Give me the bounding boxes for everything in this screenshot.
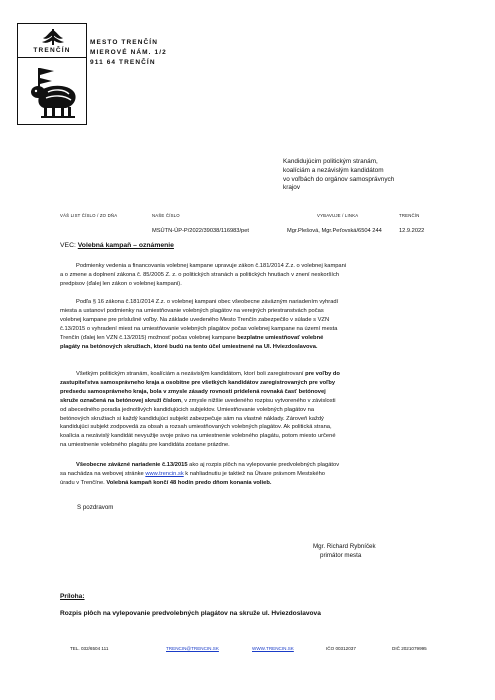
header-place: TRENČÍN: [399, 213, 420, 218]
recipient-line: koalíciám a nezávislým kandidátom: [283, 166, 384, 174]
paragraph-poster-locations: [60, 298, 440, 351]
text-fragment: , v zmysle nižšie uvedeného rozpisu vytvoreného v závislosti: [181, 397, 336, 404]
emphasis-text: Všeobecne záväzné nariadenie č.13/2015: [76, 462, 188, 468]
footer-email-link[interactable]: TRENCIN@TRENCIN.SK: [166, 646, 219, 651]
emphasis-text: bezplatne umiestňovať volebné: [237, 334, 324, 341]
emphasis-line: zastupiteľstva samosprávneho kraja a osobitne pre všetkých kandidátov zaregistrovaných pre voľby: [60, 379, 336, 386]
emphasis-line: predsedu samosprávneho kraja, bola v zmysle zásady rovnosti pridelená rovnaká časť betónovej: [60, 388, 326, 395]
logo-wordmark: TRENČÍN: [33, 47, 71, 54]
footer-dic: DIČ 2021079995: [392, 646, 427, 651]
text-line: predpisov (ďalej len zákon o volebnej kampani).: [60, 280, 182, 287]
city-website-link[interactable]: www.trencin.sk: [145, 470, 184, 477]
paragraph-allocation: [60, 370, 440, 450]
text-line: [60, 461, 440, 470]
org-name: MESTO TRENČÍN: [90, 39, 158, 46]
signatory-name: Mgr. Richard Rybníček: [313, 543, 376, 550]
header-handled-by: VYBAVUJE / LINKA: [317, 213, 359, 218]
date-value: 12.9.2022: [399, 228, 425, 234]
subject-line: [60, 242, 174, 249]
text-line: č.13/2015 o vyhradení miest na umiestňovanie volebných plagátov počas volebnej kampane na území mesta: [60, 325, 338, 332]
text-fragment: úradu v Trenčíne.: [60, 479, 107, 486]
subject-text: Volebná kampaň – oznámenie: [77, 242, 174, 249]
header-our-number: NAŠE ČÍSLO: [152, 213, 180, 218]
text-fragment: Všetkým politickým stranám, koalíciám a nezávislým kandidátom, ktorí boli zaregistrovaní: [76, 371, 304, 377]
logo-divider: [18, 57, 86, 58]
text-fragment: k nahliadnutiu je taktiež na Útvare právnom Mestského: [183, 470, 325, 477]
text-line: koalícia a nezávislý kandidát nevyužije svoje právo na umiestnenie volebného plagátu, potom miesto určené: [60, 433, 336, 440]
text-fragment: ako aj rozpis plôch na vylepovanie predvolebných plagátov: [187, 462, 340, 468]
emphasis-text: pre voľby do: [305, 371, 340, 377]
handled-by-value: Mgr.Plešová, Mgr.Peťovská/6504 244: [287, 228, 382, 234]
text-line: miesta a ustanoví podmienky na umiestňovanie volebných plagátov na verejných priestranstvách počas: [60, 307, 324, 314]
text-fragment: Trenčín (ďalej len VZN č.13/2015) možnosť počas volebnej kampane: [60, 334, 236, 341]
signatory-title: primátor mesta: [320, 552, 362, 559]
text-line: [60, 397, 440, 406]
attachment-text: Rozpis plôch na vylepovanie predvolebných plagátov na skruže ul. Hviezdoslavova: [60, 610, 321, 617]
recipient-line: Kandidujúcim politickým stranám,: [283, 158, 378, 165]
city-logo: [17, 23, 87, 125]
organization-address: [90, 38, 167, 68]
text-line: kandidujúci subjekt zodpovedá za obsah a rozsah umiestňovaných volebných plagátov. Ak politická strana,: [60, 424, 332, 431]
emphasis-line: plagáty na betónových skružiach, ktoré budú na tento účel umiestnené na Ul. Hviezdoslavova.: [60, 343, 318, 350]
text-line: volebnej kampane pre príslušné voľby. Na základe uvedeného Mesto Trenčín zabezpečilo v súlade s VZN: [60, 316, 330, 323]
footer-web-link[interactable]: WWW.TRENCIN.SK: [252, 646, 294, 651]
text-line: a o zmene a doplnení zákona č. 85/2005 Z. z. o politických stranách a politických hnutiach v znení neskorších: [60, 271, 340, 278]
text-line: [60, 479, 440, 488]
text-fragment: sa nachádza na webovej stránke: [60, 470, 146, 477]
lamb-emblem-icon: [24, 62, 80, 122]
footer-phone: TEL. 032/6504 111: [70, 646, 109, 651]
org-street: MIEROVÉ NÁM. 1/2: [90, 49, 167, 56]
text-line: [60, 470, 440, 479]
emphasis-text: skruže označená na betónovej skruži číslom: [60, 397, 182, 404]
text-line: Podľa § 16 zákona č.181/2014 Z.z. o volebnej kampani obec všeobecne záväzným nariadením vyhradí: [76, 299, 339, 305]
our-number-value: MSÚTN-ÚP-P/2022/39038/116983/pet: [152, 228, 249, 234]
attachment-label: Príloha:: [60, 593, 85, 600]
text-line: [60, 370, 440, 379]
org-city: 911 64 TRENČÍN: [90, 59, 156, 66]
recipient-line: krajov: [283, 184, 301, 192]
recipient-block: [283, 158, 473, 193]
text-line: na umiestnenie volebného plagátu pre kandidáta zostane prázdne.: [60, 442, 230, 449]
emphasis-text: Volebná kampaň končí 48 hodín predo dňom konania volieb.: [106, 479, 272, 486]
text-line: [60, 334, 440, 343]
header-your-letter: VÁŠ LIST ČÍSLO / ZO DŇA: [60, 213, 118, 218]
text-line: betónových skružiach si každý kandidujúci subjekt zabezpečuje sám na vlastné náklady. Zároveň každý: [60, 415, 324, 422]
text-line: Podmienky vedenia a financovania volebnej kampane upravuje zákon č.181/2014 Z.z. o volebnej kampani: [76, 263, 347, 269]
recipient-line: vo voľbách do orgánov samosprávnych: [283, 175, 395, 183]
text-line: od abecedného poradia jednotlivých kandidujúcich subjektov. Umiestňovanie volebných plagátov na: [60, 406, 315, 413]
paragraph-regulation-info: [60, 461, 440, 488]
footer-ico: IČO 00312037: [326, 646, 356, 651]
paragraph-legal-basis: [60, 262, 440, 289]
greeting: S pozdravom: [77, 504, 114, 511]
signature-block: [313, 542, 376, 560]
emblem-mark-icon: [39, 28, 67, 46]
subject-prefix: VEC:: [60, 242, 76, 249]
